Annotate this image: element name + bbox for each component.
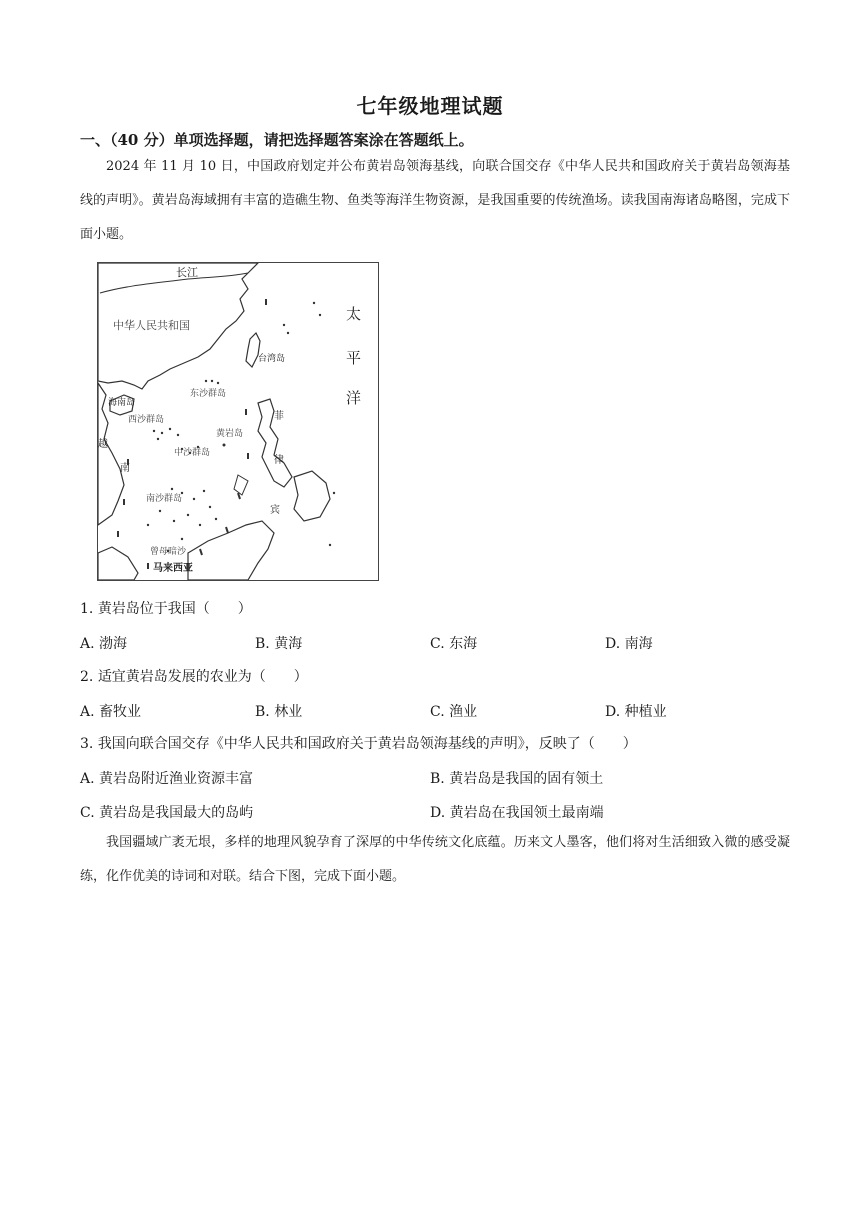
label-phil-3: 宾 [270, 505, 280, 516]
label-nansha: 南沙群岛 [146, 494, 183, 504]
q1-option-c[interactable]: C. 东海 [430, 636, 478, 652]
philippines-mindanao [294, 471, 330, 521]
label-malaysia: 马来西亚 [153, 563, 193, 574]
q2-option-d[interactable]: D. 种植业 [605, 704, 667, 720]
label-phil-1: 菲 [274, 411, 284, 422]
q3-option-d[interactable]: D. 黄岩岛在我国领土最南端 [430, 805, 604, 821]
question-stem: 黄岩岛位于我国（ ） [97, 601, 252, 617]
label-xisha: 西沙群岛 [128, 415, 165, 425]
palawan-island [234, 475, 248, 495]
label-nan: 南 [120, 463, 130, 474]
question-stem: 适宜黄岩岛发展的农业为（ ） [97, 669, 308, 685]
question-number: 2. [80, 669, 94, 685]
south-china-sea-map [97, 262, 379, 581]
map-svg [98, 263, 378, 580]
label-pacific-1: 太 [346, 305, 362, 323]
q1-option-b[interactable]: B. 黄海 [255, 636, 303, 652]
q3-option-b[interactable]: B. 黄岩岛是我国的固有领土 [430, 771, 604, 787]
label-dongsha: 东沙群岛 [190, 389, 227, 399]
label-pacific-3: 洋 [346, 389, 362, 407]
q3-option-c[interactable]: C. 黄岩岛是我国最大的岛屿 [80, 805, 254, 821]
label-huangyan: 黄岩岛 [216, 429, 244, 439]
label-yue: 越 [98, 439, 108, 450]
question-2 [80, 666, 308, 686]
label-changjiang: 长江 [176, 266, 198, 279]
label-pacific-2: 平 [346, 349, 362, 367]
closing-paragraph: 我国疆域广袤无垠，多样的地理风貌孕育了深厚的中华传统文化底蕴。历来文人墨客，他们将对生活细致入微的感受凝练，化作优美的诗词和对联。结合下图，完成下面小题。 [80, 835, 790, 884]
q3-option-a[interactable]: A. 黄岩岛附近渔业资源丰富 [80, 771, 254, 787]
question-1 [80, 598, 252, 618]
question-stem: 我国向联合国交存《中华人民共和国政府关于黄岩岛领海基线的声明》，反映了（ ） [97, 736, 637, 752]
malay-peninsula [98, 547, 138, 580]
question-3 [80, 733, 637, 753]
q2-option-c[interactable]: C. 渔业 [430, 704, 478, 720]
q1-option-d[interactable]: D. 南海 [605, 636, 653, 652]
label-zhongsha: 中沙群岛 [174, 448, 211, 458]
exam-title: 七年级地理试题 [356, 94, 504, 118]
question-number: 3. [80, 736, 94, 752]
label-phil-2: 律 [274, 455, 284, 466]
label-zengmu: 曾母暗沙 [150, 547, 187, 557]
section-heading: 一、（40 分）单项选择题，请把选择题答案涂在答题纸上。 [80, 131, 474, 149]
q1-option-a[interactable]: A. 渤海 [80, 636, 128, 652]
label-prc: 中华人民共和国 [113, 319, 190, 332]
q2-option-a[interactable]: A. 畜牧业 [80, 704, 142, 720]
intro-paragraph: 2024 年 11 月 10 日，中国政府划定并公布黄岩岛领海基线，向联合国交存《中华人民共和国政府关于黄岩岛领海基线的声明》。黄岩岛海域拥有丰富的造礁生物、鱼类等海洋生物资源，是我国重要的传统渔场。读我国南海诸岛略图，完成下面小题。 [80, 159, 790, 242]
label-taiwan: 台湾岛 [258, 354, 286, 364]
question-number: 1. [80, 601, 94, 617]
q2-option-b[interactable]: B. 林业 [255, 704, 303, 720]
label-hainan: 海南岛 [108, 398, 136, 408]
